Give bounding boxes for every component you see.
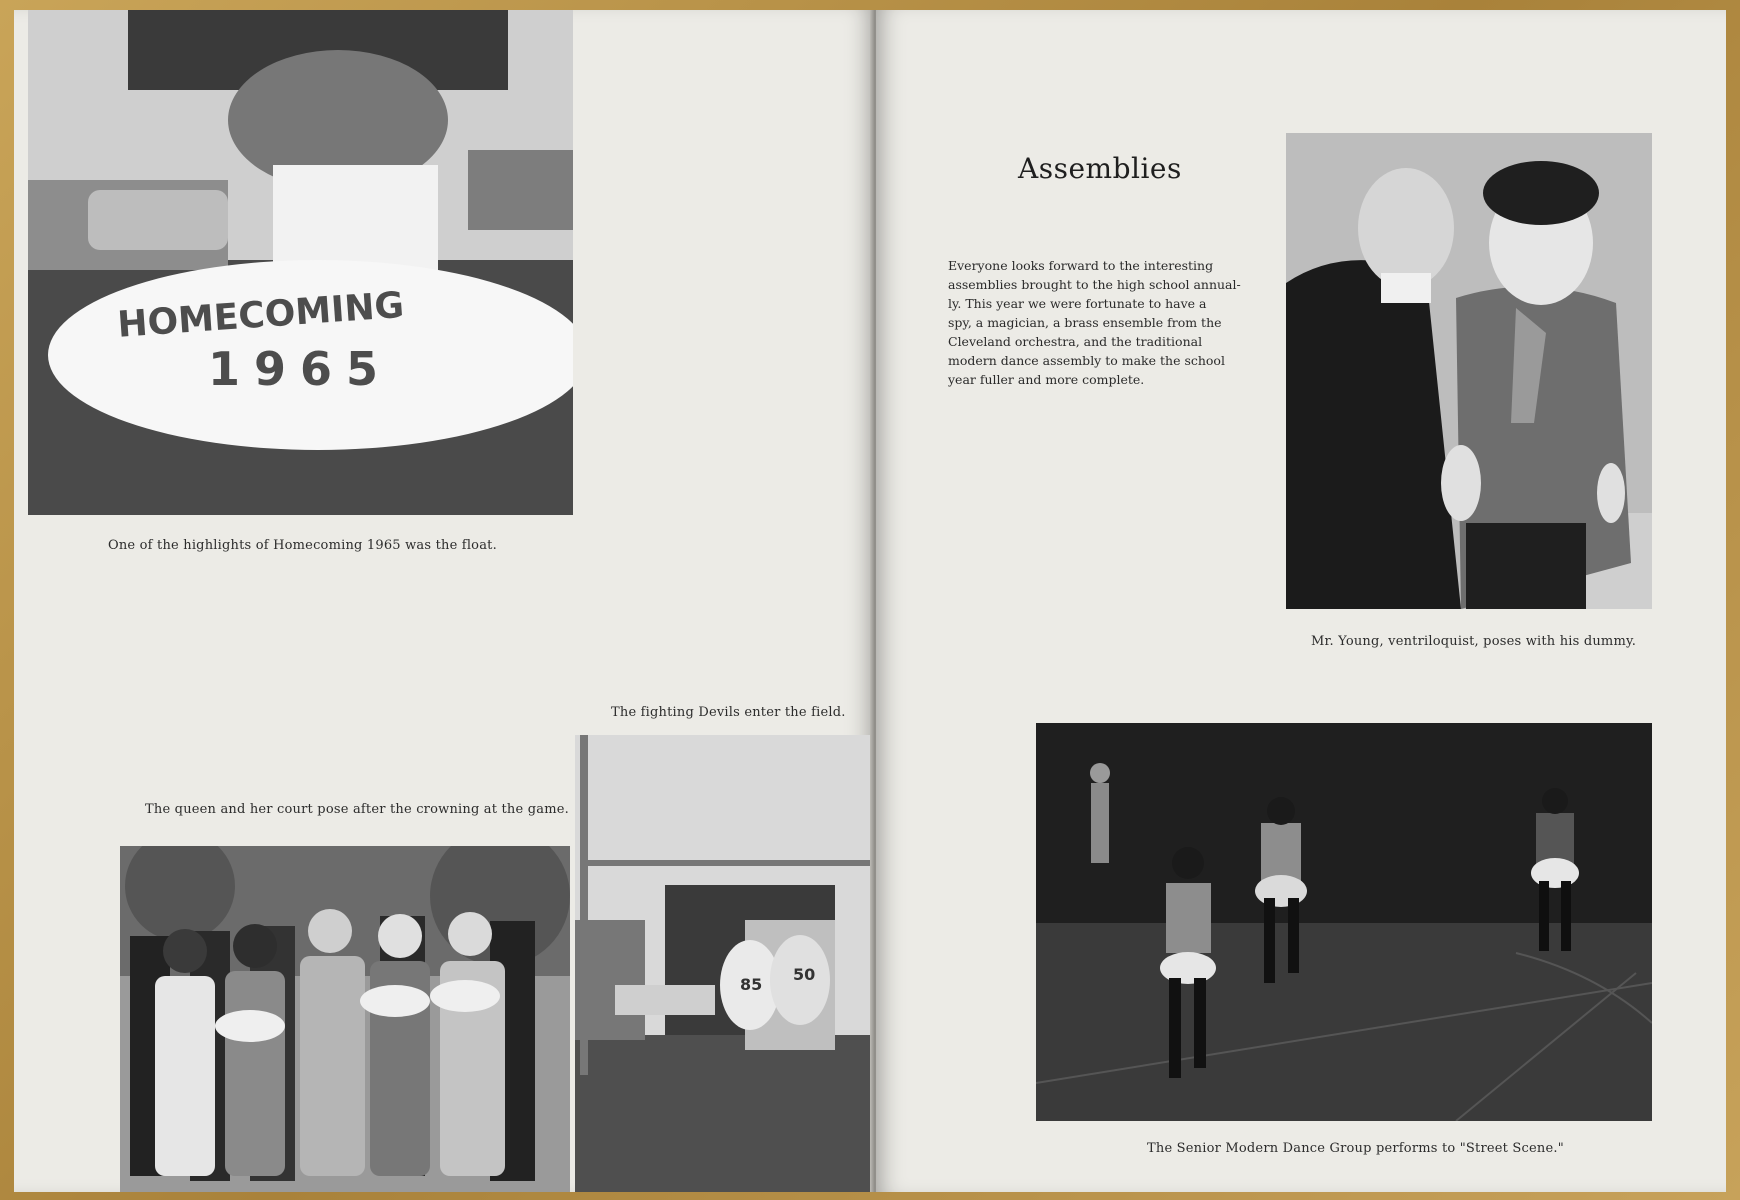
ventriloquist-photo (1286, 133, 1652, 609)
page-title: Assemblies (1018, 152, 1182, 185)
left-page (14, 10, 874, 1192)
dance-group-photo (1036, 723, 1652, 1121)
jersey-number-1: 85 (740, 975, 763, 994)
ventriloquist-caption: Mr. Young, ventriloquist, poses with his dummy. (1311, 634, 1637, 649)
float-caption: One of the highlights of Homecoming 1965 was the float. (108, 538, 497, 553)
float-sign-line2: 1965 (208, 342, 393, 396)
queen-court-photo (120, 846, 570, 1192)
assemblies-paragraph: Everyone looks forward to the interesting assemblies brought to the high school annual- ly. This year we were fortunate to have a spy, a magician, a brass ensemble from the Cleveland orchestra, and the traditional modern dance assembly to make the school year fuller and more complete. (948, 258, 1241, 387)
right-page (876, 10, 1726, 1192)
dance-caption: The Senior Modern Dance Group performs to "Street Scene." (1147, 1141, 1564, 1156)
queen-caption: The queen and her court pose after the crowning at the game. (145, 802, 569, 817)
jersey-number-2: 50 (793, 965, 816, 984)
float-sign-line1: HOMECOMING (116, 284, 406, 346)
fighting-devils-photo (575, 735, 874, 1192)
devils-caption: The fighting Devils enter the field. (611, 705, 846, 720)
homecoming-float-photo (28, 10, 573, 515)
